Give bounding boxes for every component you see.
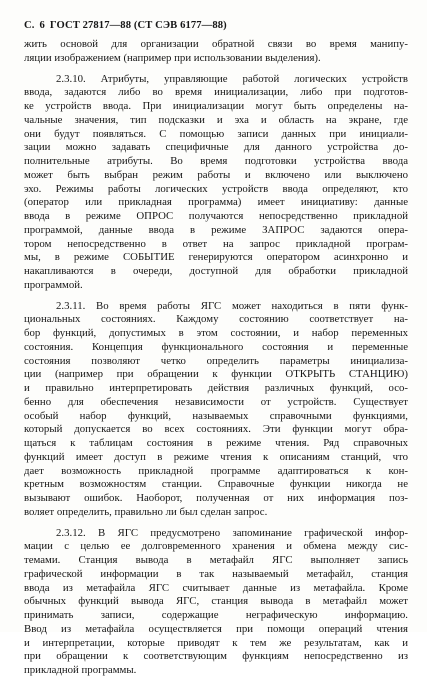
text-line: программой. (24, 278, 83, 291)
page-number: 6 (39, 20, 45, 31)
text-line: чальные значения, тип подсказки и эха и область на экране, где (24, 113, 408, 126)
paragraph (24, 73, 408, 293)
text-line: ции (например при обращении к функции ОТКРЫТЬ СТАНЦИЮ) (24, 368, 408, 381)
paragraph (24, 527, 408, 678)
text-line: ввода в режиме ОПРОС получаются непосредственно прикладной (24, 210, 408, 222)
standard-designation: ГОСТ 27817—88 (СТ СЭВ 6177—88) (49, 20, 227, 31)
text-line: состояния позволяют четко определить параметры инициализа- (24, 354, 408, 367)
paragraph-gap (24, 520, 408, 527)
text-line: эхо. Режимы работы логических устройств ввода определяют, кто (24, 182, 408, 195)
text-line: мации с целью ее долговременного хранения и обмена между сис- (24, 540, 408, 553)
text-line: (оператор или прикладная программа) имеет инициативу: данные (24, 196, 408, 209)
paragraph (24, 300, 408, 520)
text-line: графической информации в так называемый метафайл, станция (24, 567, 408, 580)
text-line: кретным возможностям станции. Справочные функции никогда не (24, 478, 408, 491)
text-line: принимать записи, содержащие неграфическую информацию. (24, 609, 408, 621)
paragraph-gap (24, 293, 408, 300)
text-line: зации можно задавать специфичные для данного устройства до- (24, 141, 408, 154)
text-line: ляции изображением (например при использовании выделения). (24, 51, 321, 64)
text-line: темами. Станция вывода в метафайл ЯГС выполняет запись (24, 554, 408, 566)
text-line: дает возможность прикладной программе адаптироваться к кон- (24, 464, 408, 477)
text-line: который допускается во всех состояниях. Эти функции могут обра- (24, 423, 408, 436)
text-line: при обращении к соответствующим функциям непосредственно из (24, 650, 408, 663)
text-line: накапливаются в очереди, доступной для обработки прикладной (24, 265, 408, 277)
text-line: циональных состояниях. Каждому состоянию соответствует на- (24, 313, 408, 326)
page-letter: С. (24, 20, 35, 31)
text-line: ввода, задаются либо во время инициализации, либо при подготов- (24, 86, 408, 99)
text-line: Ввод из метафайла осуществляется при помощи операций чтения (24, 622, 408, 635)
text-line: особый набор функций, называемых справочными функциями, (24, 409, 408, 422)
text-line: мы, в режиме СОБЫТИЕ генерируются оператором асинхронно и (24, 251, 408, 264)
text-line: полнительные атрибуты. Во время подготовки устройства ввода (24, 155, 408, 167)
text-line: функций имеет доступ в режиме чтения к описаниям станций, что (24, 450, 408, 463)
text-line: тором непосредственно в ответ на запрос прикладной програм- (24, 237, 408, 250)
text-line: и правильно интерпретировать действия различных функций, осо- (24, 382, 408, 394)
text-line: бор функций, допустимых в этом состоянии, и набор переменных (24, 327, 408, 339)
paragraph-gap (24, 66, 408, 73)
text-line: щаться к таблицам состояния в режиме чтения. Ряд справочных (24, 437, 408, 449)
text-line: ввода из метафайла ЯГС считывает данные из метафайла. Кроме (24, 581, 408, 594)
document-body (24, 38, 408, 678)
text-line: 2.3.10. Атрибуты, управляющие работой логических устройств (56, 72, 408, 85)
text-line: бенно для обеспечения независимости от устройств. Существует (24, 395, 408, 408)
text-line: воляет определить, правильно ли был сделан запрос. (24, 505, 268, 518)
text-line: состояния. Концепция функционального состояния и переменные (24, 340, 408, 353)
text-line: 2.3.11. Во время работы ЯГС может находиться в пяти функ- (56, 299, 408, 312)
text-line: может быть выбран режим работы и включено или выключено (24, 168, 408, 181)
text-line: и интерпретации, которые приводят к тем же результатам, как и (24, 636, 408, 649)
text-line: программой, данные ввода в режиме ЗАПРОС задаются опера- (24, 223, 408, 236)
text-line: жить основой для организации обратной связи во время манипу- (24, 38, 408, 50)
text-line: 2.3.12. В ЯГС предусмотрено запоминание графической инфор- (56, 526, 408, 539)
text-line: вызывают ошибок. Наоборот, полученная от них информация поз- (24, 492, 408, 504)
page-header (24, 20, 232, 31)
text-line: обычных функций вывода ЯГС, станция вывода в метафайл может (24, 595, 408, 608)
paragraph (24, 38, 408, 66)
text-line: прикладной программы. (24, 664, 137, 676)
text-line: они будут появляться. С помощью записи данных при инициали- (24, 127, 408, 140)
text-line: ке устройств ввода. При инициализации могут быть определены на- (24, 100, 408, 112)
